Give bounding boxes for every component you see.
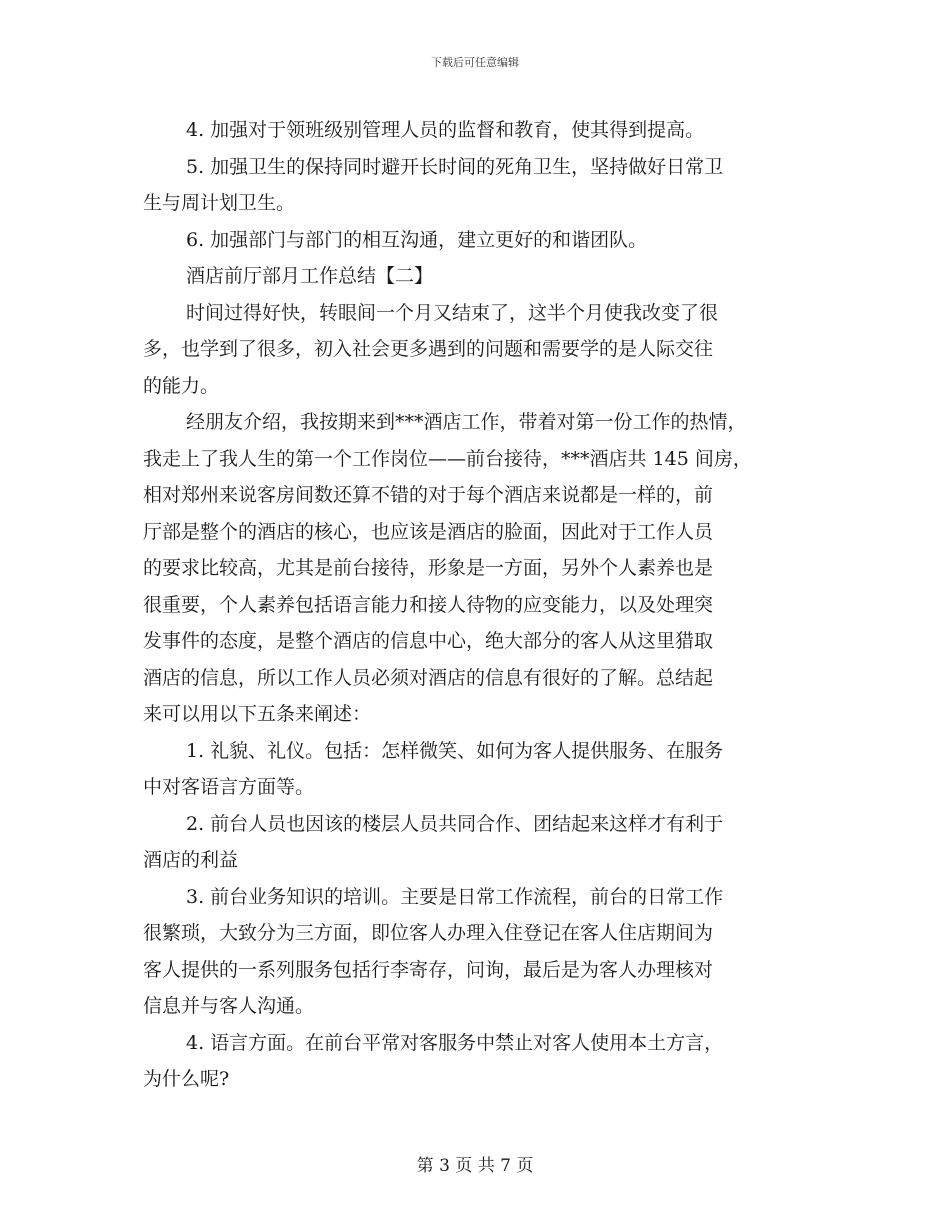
paragraph-line: 的能力。 <box>143 374 220 397</box>
paragraph-line: 经朋友介绍，我按期来到***酒店工作，带着对第一份工作的热情， <box>186 411 747 433</box>
paragraph-line: 生与周计划卫生。 <box>143 192 296 214</box>
document-body <box>143 112 823 1098</box>
paragraph-line: 厅部是整个的酒店的核心，也应该是酒店的脸面，因此对于工作人员 <box>143 520 714 543</box>
section-heading: 酒店前厅部月工作总结【二】 <box>186 265 434 287</box>
paragraph-line: 很重要，个人素养包括语言能力和接人待物的应变能力，以及处理突 <box>143 593 714 616</box>
page-footer <box>0 1151 950 1176</box>
paragraph-line: 来可以用以下五条来阐述： <box>143 703 372 725</box>
paragraph-line: 1. 礼貌、礼仪。包括：怎样微笑、如何为客人提供服务、在服务 <box>186 739 724 762</box>
page-number: 第 3 页 共 7 页 <box>416 1156 534 1176</box>
paragraph-line: 为什么呢? <box>143 1068 230 1090</box>
paragraph-line: 很繁琐，大致分为三方面，即位客人办理入住登记在客人住店期间为 <box>143 922 714 944</box>
paragraph-line: 时间过得好快，转眼间一个月又结束了，这半个月使我改变了很 <box>186 301 719 324</box>
paragraph-line: 中对客语言方面等。 <box>143 776 315 798</box>
paragraph-line: 相对郑州来说客房间数还算不错的对于每个酒店来说都是一样的，前 <box>143 484 714 506</box>
paragraph-line: 的要求比较高，尤其是前台接待，形象是一方面，另外个人素养也是 <box>143 557 714 579</box>
paragraph-line: 酒店的利益 <box>143 849 239 871</box>
paragraph-line: 我走上了我人生的第一个工作岗位——前台接待，***酒店共 145 间房， <box>143 447 752 470</box>
paragraph-line: 4. 加强对于领班级别管理人员的监督和教育，使其得到提高。 <box>186 119 705 141</box>
paragraph-line: 多，也学到了很多，初入社会更多遇到的问题和需要学的是人际交往 <box>143 338 714 360</box>
paragraph-line: 3. 前台业务知识的培训。主要是日常工作流程，前台的日常工作 <box>186 885 724 908</box>
paragraph-line: 发事件的态度，是整个酒店的信息中心，绝大部分的客人从这里猎取 <box>143 630 714 652</box>
paragraph-line: 信息并与客人沟通。 <box>143 995 315 1017</box>
paragraph-line: 6. 加强部门与部门的相互沟通，建立更好的和谐团队。 <box>186 228 648 251</box>
paragraph-line: 5. 加强卫生的保持同时避开长时间的死角卫生，坚持做好日常卫 <box>186 155 724 178</box>
paragraph-line: 4. 语言方面。在前台平常对客服务中禁止对客人使用本土方言， <box>186 1031 724 1054</box>
paragraph-line: 酒店的信息，所以工作人员必须对酒店的信息有很好的了解。总结起 <box>143 666 714 689</box>
page-header: 下载后可任意编辑 <box>431 56 519 69</box>
paragraph-line: 客人提供的一系列服务包括行李寄存，问询，最后是为客人办理核对 <box>143 958 714 981</box>
paragraph-line: 2. 前台人员也因该的楼层人员共同合作、团结起来这样才有利于 <box>186 812 724 835</box>
